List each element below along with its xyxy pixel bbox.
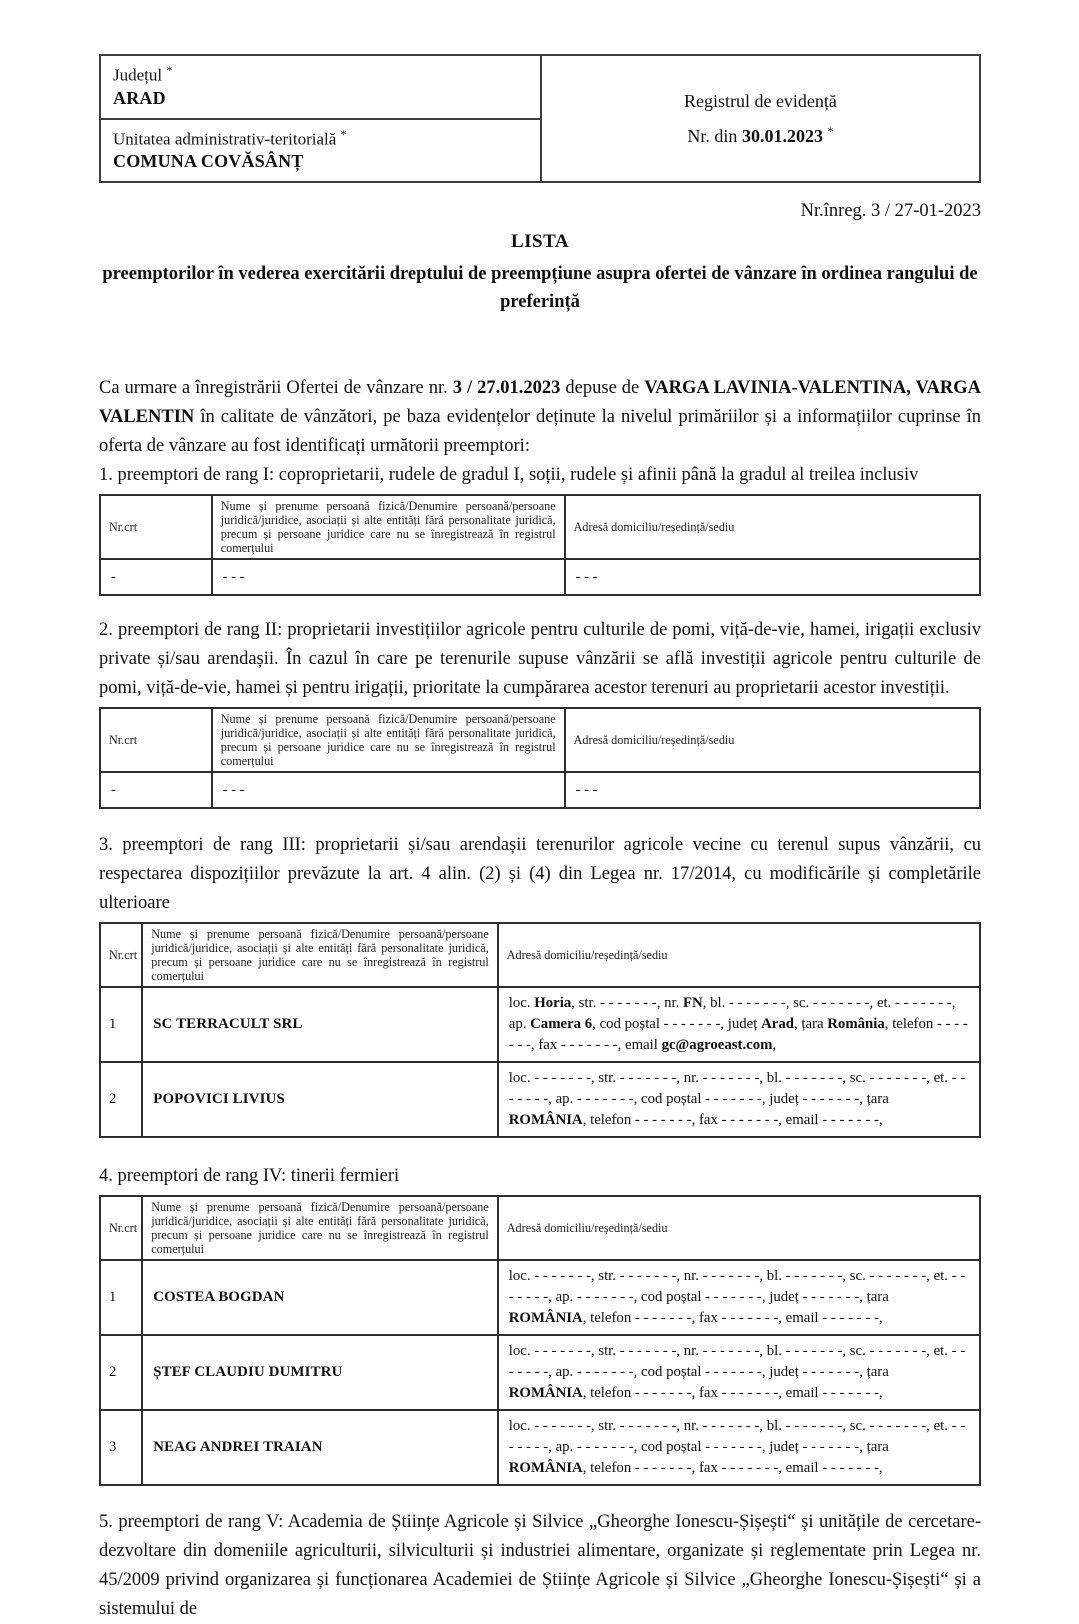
- row-nr: 1: [100, 987, 142, 1062]
- rang1-heading: 1. preemptori de rang I: coproprietarii, rudele de gradul I, soții, rudele și afinii până la gradul al treilea inclusiv: [99, 465, 919, 486]
- row-name: COSTEA BOGDAN: [142, 1260, 498, 1335]
- row-nr: -: [100, 559, 212, 595]
- registry-number-line: [552, 116, 969, 151]
- registry-date: 30.01.2023: [741, 126, 823, 147]
- county-label-text: Județul: [113, 65, 163, 85]
- document-subtitle: preemptorilor în vederea exercitării dreptului de preempțiune asupra ofertei de vânzare în ordinea rangului de preferință: [102, 264, 978, 313]
- row-address: [498, 1260, 980, 1335]
- table-row: [100, 1062, 980, 1137]
- row-nr: 2: [100, 1335, 142, 1410]
- col-header-address: Adresă domiciliu/reședință/sediu: [498, 923, 980, 987]
- row-name: SC TERRACULT SRL: [142, 987, 498, 1062]
- emphasized-text: ROMÂNIA: [508, 1310, 583, 1327]
- row-nr: 2: [100, 1062, 142, 1137]
- county-value: ARAD: [113, 87, 166, 108]
- registration-number-line: Nr.înreg. 3 / 27-01-2023: [800, 201, 981, 222]
- col-header-name: Nume și prenume persoană fizică/Denumire persoană/persoane juridică/juridice, asociații și alte entități fără personalitate juridică, precum și persoane juridice care nu se înregistrează în registrul comerțului: [212, 495, 565, 559]
- county-cell: [100, 55, 541, 119]
- row-nr: 1: [100, 1260, 142, 1335]
- table-row: [100, 987, 980, 1062]
- uat-label: [113, 127, 528, 150]
- row-address: [498, 1335, 980, 1410]
- rang4-table: [99, 1195, 981, 1486]
- table-row: [100, 559, 980, 595]
- row-address: [498, 987, 980, 1062]
- rang3-heading: 3. preemptori de rang III: proprietarii și/sau arendașii terenurilor agricole vecine cu terenul supus vânzării, cu respectarea dispozițiilor prevăzute la art. 4 alin. (2) și (4) din Legea nr. 17/2014, cu modificările și completările ulterioare: [99, 835, 981, 914]
- plain-text: loc. - - - - - - -, str. - - - - - - -, nr. - - - - - - -, bl. - - - - - - -, sc. - - - - - - -, et. - - - - - - -, ap. - - - - - - -, cod poștal - - - - - - -, județ - - - - - - -, țara: [508, 1268, 966, 1306]
- plain-text: loc. - - - - - - -, str. - - - - - - -, nr. - - - - - - -, bl. - - - - - - -, sc. - - - - - - -, et. - - - - - - -, ap. - - - - - - -, cod poștal - - - - - - -, județ - - - - - - -, țara: [508, 1070, 966, 1108]
- col-header-name: Nume și prenume persoană fizică/Denumire persoană/persoane juridică/juridice, asociații și alte entități fără personalitate juridică, precum și persoane juridice care nu se înregistrează în registrul comerțului: [142, 1196, 498, 1260]
- row-address: - - -: [565, 772, 980, 808]
- col-header-name: Nume și prenume persoană fizică/Denumire persoană/persoane juridică/juridice, asociații și alte entități fără personalitate juridică, precum și persoane juridice care nu se înregistrează în registrul comerțului: [212, 708, 565, 772]
- plain-text: în calitate de vânzători, pe baza evidențelor deținute la nivelul primăriilor și a informațiilor cuprinse în oferta de vânzare au fost identificați următorii preemptori:: [99, 407, 981, 457]
- uat-required-asterisk: *: [340, 126, 347, 141]
- plain-text: , țara: [793, 1016, 828, 1033]
- rang1-table: [99, 494, 981, 596]
- table-header-row: [100, 1196, 980, 1260]
- registry-cell: [541, 55, 980, 182]
- registry-required-asterisk: *: [827, 124, 834, 139]
- emphasized-text: VARGA LAVINIA-VALENTINA, VARGA VALENTIN: [99, 378, 981, 428]
- emphasized-text: Camera 6: [530, 1016, 593, 1033]
- plain-text: , telefon - - - - - - -, fax - - - - - - -, email - - - - - - -,: [582, 1112, 883, 1129]
- plain-text: , telefon - - - - - - -, fax - - - - - - -, email - - - - - - -,: [582, 1385, 883, 1402]
- table-row: [100, 772, 980, 808]
- emphasized-text: gc@agroeast.com: [661, 1037, 773, 1054]
- row-address: [498, 1062, 980, 1137]
- uat-value: COMUNA COVĂSÂNȚ: [113, 151, 304, 172]
- plain-text: ,: [772, 1037, 777, 1054]
- plain-text: loc. - - - - - - -, str. - - - - - - -, nr. - - - - - - -, bl. - - - - - - -, sc. - - - - - - -, et. - - - - - - -, ap. - - - - - - -, cod poștal - - - - - - -, județ - - - - - - -, țara: [508, 1343, 966, 1381]
- plain-text: , cod poștal - - - - - - -, județ: [592, 1016, 762, 1033]
- rang5-heading: 5. preemptori de rang V: Academia de Științe Agricole și Silvice „Gheorghe Ionescu-Șișești“ și unitățile de cercetare-dezvoltare din domeniile agriculturii, silviculturii și industriei alimentare, organizate și reglementate prin Legea nr. 45/2009 privind organizarea și funcționarea Academiei de Științe Agricole și Silvice „Gheorghe Ionescu-Șișești“ și a sistemului de: [99, 1512, 981, 1620]
- emphasized-text: ROMÂNIA: [508, 1112, 583, 1129]
- header-box: [99, 54, 981, 183]
- table-header-row: [100, 923, 980, 987]
- col-header-address: Adresă domiciliu/reședință/sediu: [498, 1196, 980, 1260]
- row-address: - - -: [565, 559, 980, 595]
- plain-text: , str. - - - - - - -, nr.: [571, 995, 684, 1012]
- row-nr: -: [100, 772, 212, 808]
- plain-text: , bl. - - - - - - -, sc. - - - - - - -, et. - - - - - - -, ap.: [508, 995, 956, 1033]
- uat-cell: [100, 119, 541, 183]
- col-header-nr: Nr.crt: [100, 708, 212, 772]
- row-name: ȘTEF CLAUDIU DUMITRU: [142, 1335, 498, 1410]
- col-header-nr: Nr.crt: [100, 1196, 142, 1260]
- emphasized-text: Horia: [534, 995, 572, 1012]
- emphasized-text: ROMÂNIA: [508, 1385, 583, 1402]
- table-header-row: [100, 495, 980, 559]
- col-header-address: Adresă domiciliu/reședință/sediu: [565, 708, 980, 772]
- row-nr: 3: [100, 1410, 142, 1485]
- row-name: POPOVICI LIVIUS: [142, 1062, 498, 1137]
- col-header-nr: Nr.crt: [100, 495, 212, 559]
- rang3-table: [99, 922, 981, 1138]
- row-address: [498, 1410, 980, 1485]
- table-row: [100, 1260, 980, 1335]
- plain-text: , telefon - - - - - - -, fax - - - - - - -, email - - - - - - -,: [582, 1310, 883, 1327]
- table-row: [100, 1335, 980, 1410]
- uat-label-text: Unitatea administrativ-teritorială: [113, 129, 337, 149]
- plain-text: Ca urmare a înregistrării Ofertei de vânzare nr.: [99, 378, 453, 399]
- row-name: - - -: [212, 559, 565, 595]
- county-required-asterisk: *: [166, 63, 173, 77]
- col-header-name: Nume și prenume persoană fizică/Denumire persoană/persoane juridică/juridice, asociații și alte entități fără personalitate juridică, precum și persoane juridice care nu se înregistrează în registrul comerțului: [142, 923, 498, 987]
- emphasized-text: 3 / 27.01.2023: [452, 378, 561, 399]
- table-header-row: [100, 708, 980, 772]
- rang2-table: [99, 707, 981, 809]
- county-label: [113, 63, 528, 86]
- plain-text: depuse de: [560, 378, 645, 399]
- col-header-address: Adresă domiciliu/reședință/sediu: [565, 495, 980, 559]
- registry-nr-prefix: Nr. din: [687, 126, 738, 147]
- row-name: NEAG ANDREI TRAIAN: [142, 1410, 498, 1485]
- rang2-heading: 2. preemptori de rang II: proprietarii investițiilor agricole pentru culturile de pomi, viță-de-vie, hamei, irigații exclusiv private și/sau arendașii. În cazul în care pe terenurile supuse vânzării se află investiții agricole pentru culturile de pomi, viță-de-vie, hamei și pentru irigații, prioritate la cumpărarea acestor terenuri au proprietarii acestor investiții.: [99, 620, 981, 699]
- plain-text: , telefon - - - - - - -, fax - - - - - - -, email: [508, 1016, 968, 1054]
- col-header-nr: Nr.crt: [100, 923, 142, 987]
- document-title: LISTA: [510, 231, 570, 253]
- emphasized-text: Arad: [761, 1016, 794, 1033]
- plain-text: loc.: [508, 995, 535, 1012]
- emphasized-text: România: [827, 1016, 885, 1033]
- plain-text: , telefon - - - - - - -, fax - - - - - - -, email - - - - - - -,: [582, 1460, 883, 1477]
- intro-paragraph: [99, 374, 981, 461]
- table-row: [100, 1410, 980, 1485]
- emphasized-text: ROMÂNIA: [508, 1460, 583, 1477]
- rang4-heading: 4. preemptori de rang IV: tinerii fermieri: [99, 1166, 400, 1187]
- plain-text: loc. - - - - - - -, str. - - - - - - -, nr. - - - - - - -, bl. - - - - - - -, sc. - - - - - - -, et. - - - - - - -, ap. - - - - - - -, cod poștal - - - - - - -, județ - - - - - - -, țara: [508, 1418, 966, 1456]
- row-name: - - -: [212, 772, 565, 808]
- registry-title: Registrul de evidență: [683, 91, 837, 112]
- emphasized-text: FN: [683, 995, 703, 1012]
